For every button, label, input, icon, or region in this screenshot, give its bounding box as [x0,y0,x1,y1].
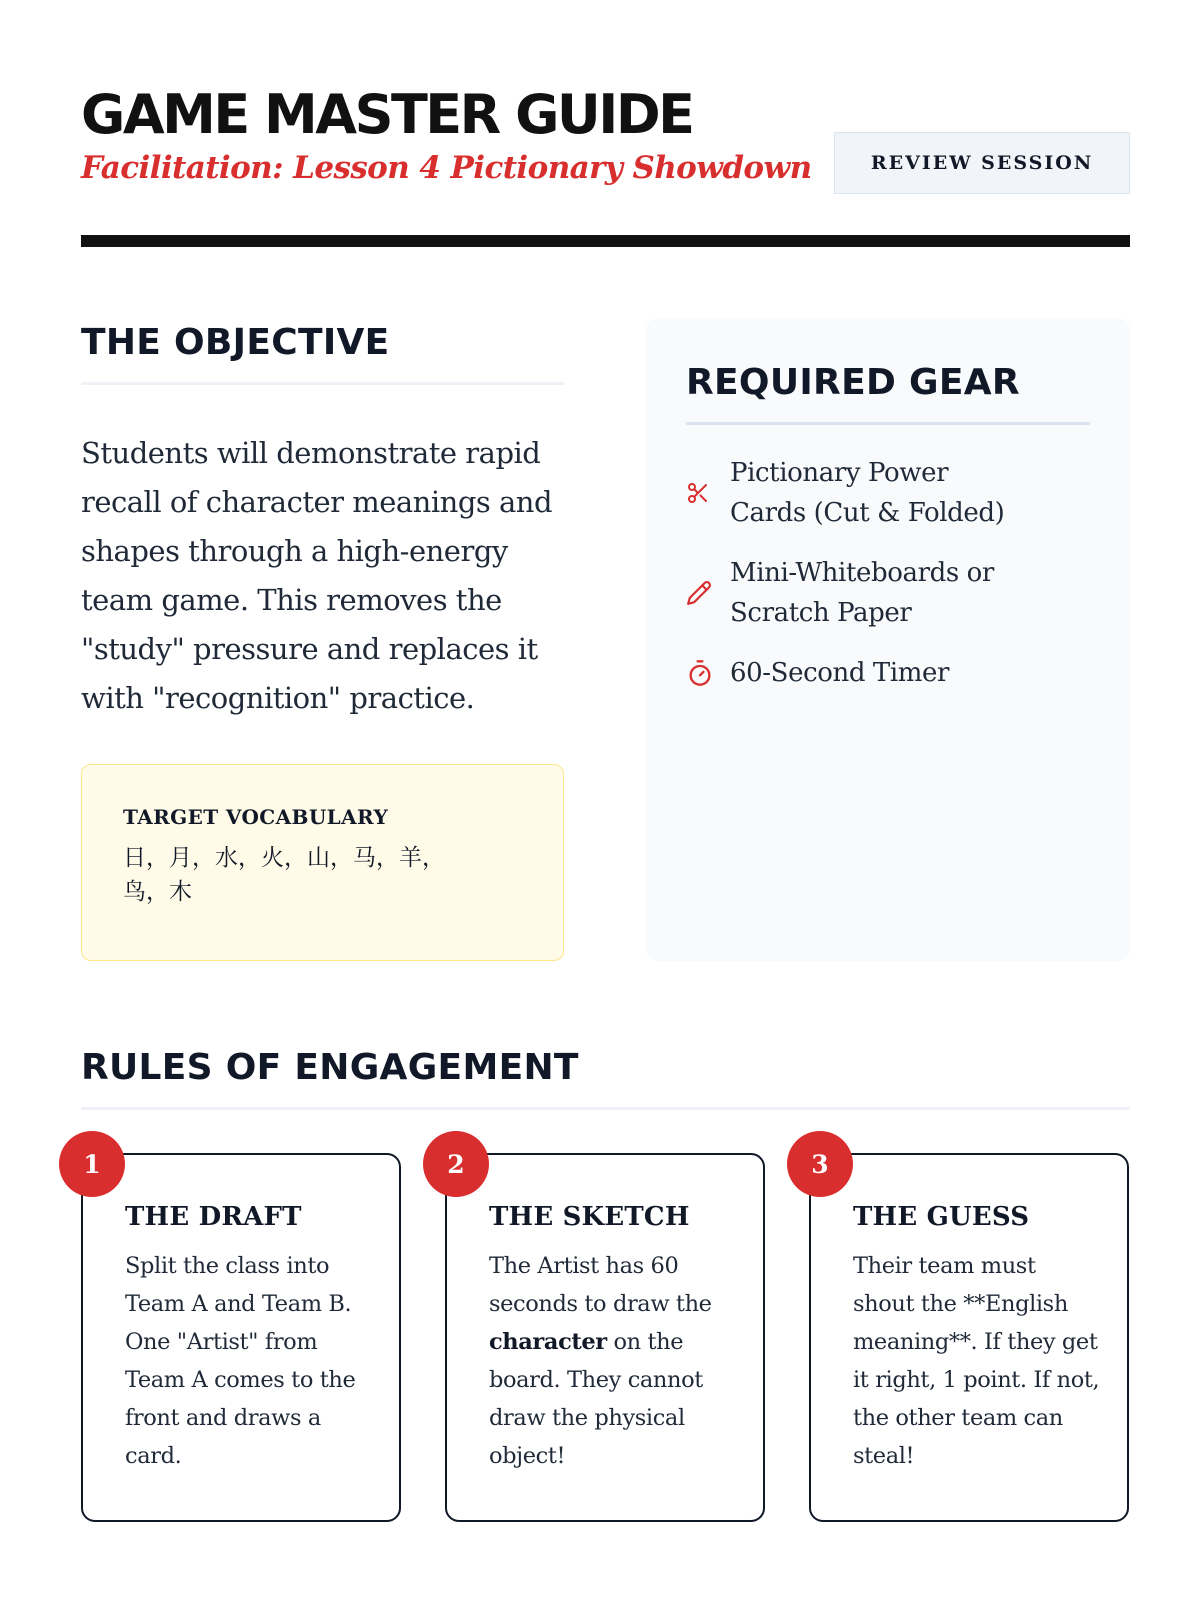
required-gear-heading: REQUIRED GEAR [686,362,1020,403]
gear-item-label: 60-Second Timer [730,658,950,688]
step-title: THE GUESS [853,1202,1030,1232]
target-vocabulary-characters: 日，月，水，火，山，马，羊，鸟，木 [123,845,445,905]
required-gear-divider [686,422,1090,425]
step-description: Split the class into Team A and Team B. One "Artist" from Team A comes to the front and draws a card. [125,1253,356,1469]
game-master-guide-page [81,0,1130,1600]
rules-divider [81,1107,1130,1110]
target-vocabulary-label: TARGET VOCABULARY [123,805,389,829]
header-divider [81,235,1130,247]
gear-item-whiteboards [686,553,1090,633]
objective-divider [81,382,564,385]
rule-card-draft [81,1149,401,1522]
rules-section [81,1043,1130,1110]
step-text-part: The Artist has 60 seconds to draw the [489,1253,712,1317]
gear-list [686,453,1090,693]
step-number-badge: 2 [423,1131,489,1197]
step-text-emphasis: character [489,1329,607,1355]
step-description: Their team must shout the **English meaning**. If they get it right, 1 point. If not, the other team can steal! [853,1253,1100,1469]
gear-item-timer [686,653,1090,693]
gear-item-label: Pictionary Power Cards (Cut & Folded) [730,458,1005,528]
step-text-part: on the board. They cannot draw the physical object! [489,1329,703,1469]
target-vocabulary-card [81,764,564,961]
objective-text: Students will demonstrate rapid recall of character meanings and shapes through a high-energy team game. This removes the "study" pressure and replaces it with "recognition" practice. [81,436,553,715]
step-description [489,1247,737,1475]
pencil-icon [686,579,730,607]
page-header [81,82,1130,252]
step-number-badge: 3 [787,1131,853,1197]
review-session-badge: REVIEW SESSION [834,132,1130,194]
required-gear-panel [646,318,1130,961]
objective-heading: THE OBJECTIVE [81,322,390,363]
gear-item-label: Mini-Whiteboards or Scratch Paper [730,558,994,628]
rule-card-sketch [445,1149,765,1522]
objective-section [81,318,564,723]
stopwatch-icon [686,659,730,687]
scissors-icon [686,479,730,507]
page-subtitle: Facilitation: Lesson 4 Pictionary Showdown [81,150,812,186]
rules-heading: RULES OF ENGAGEMENT [81,1047,579,1088]
step-title: THE DRAFT [125,1202,302,1232]
step-title: THE SKETCH [489,1202,690,1232]
step-number-badge: 1 [59,1131,125,1197]
page-title: GAME MASTER GUIDE [81,83,693,146]
gear-item-power-cards [686,453,1090,533]
rule-card-guess [809,1149,1129,1522]
